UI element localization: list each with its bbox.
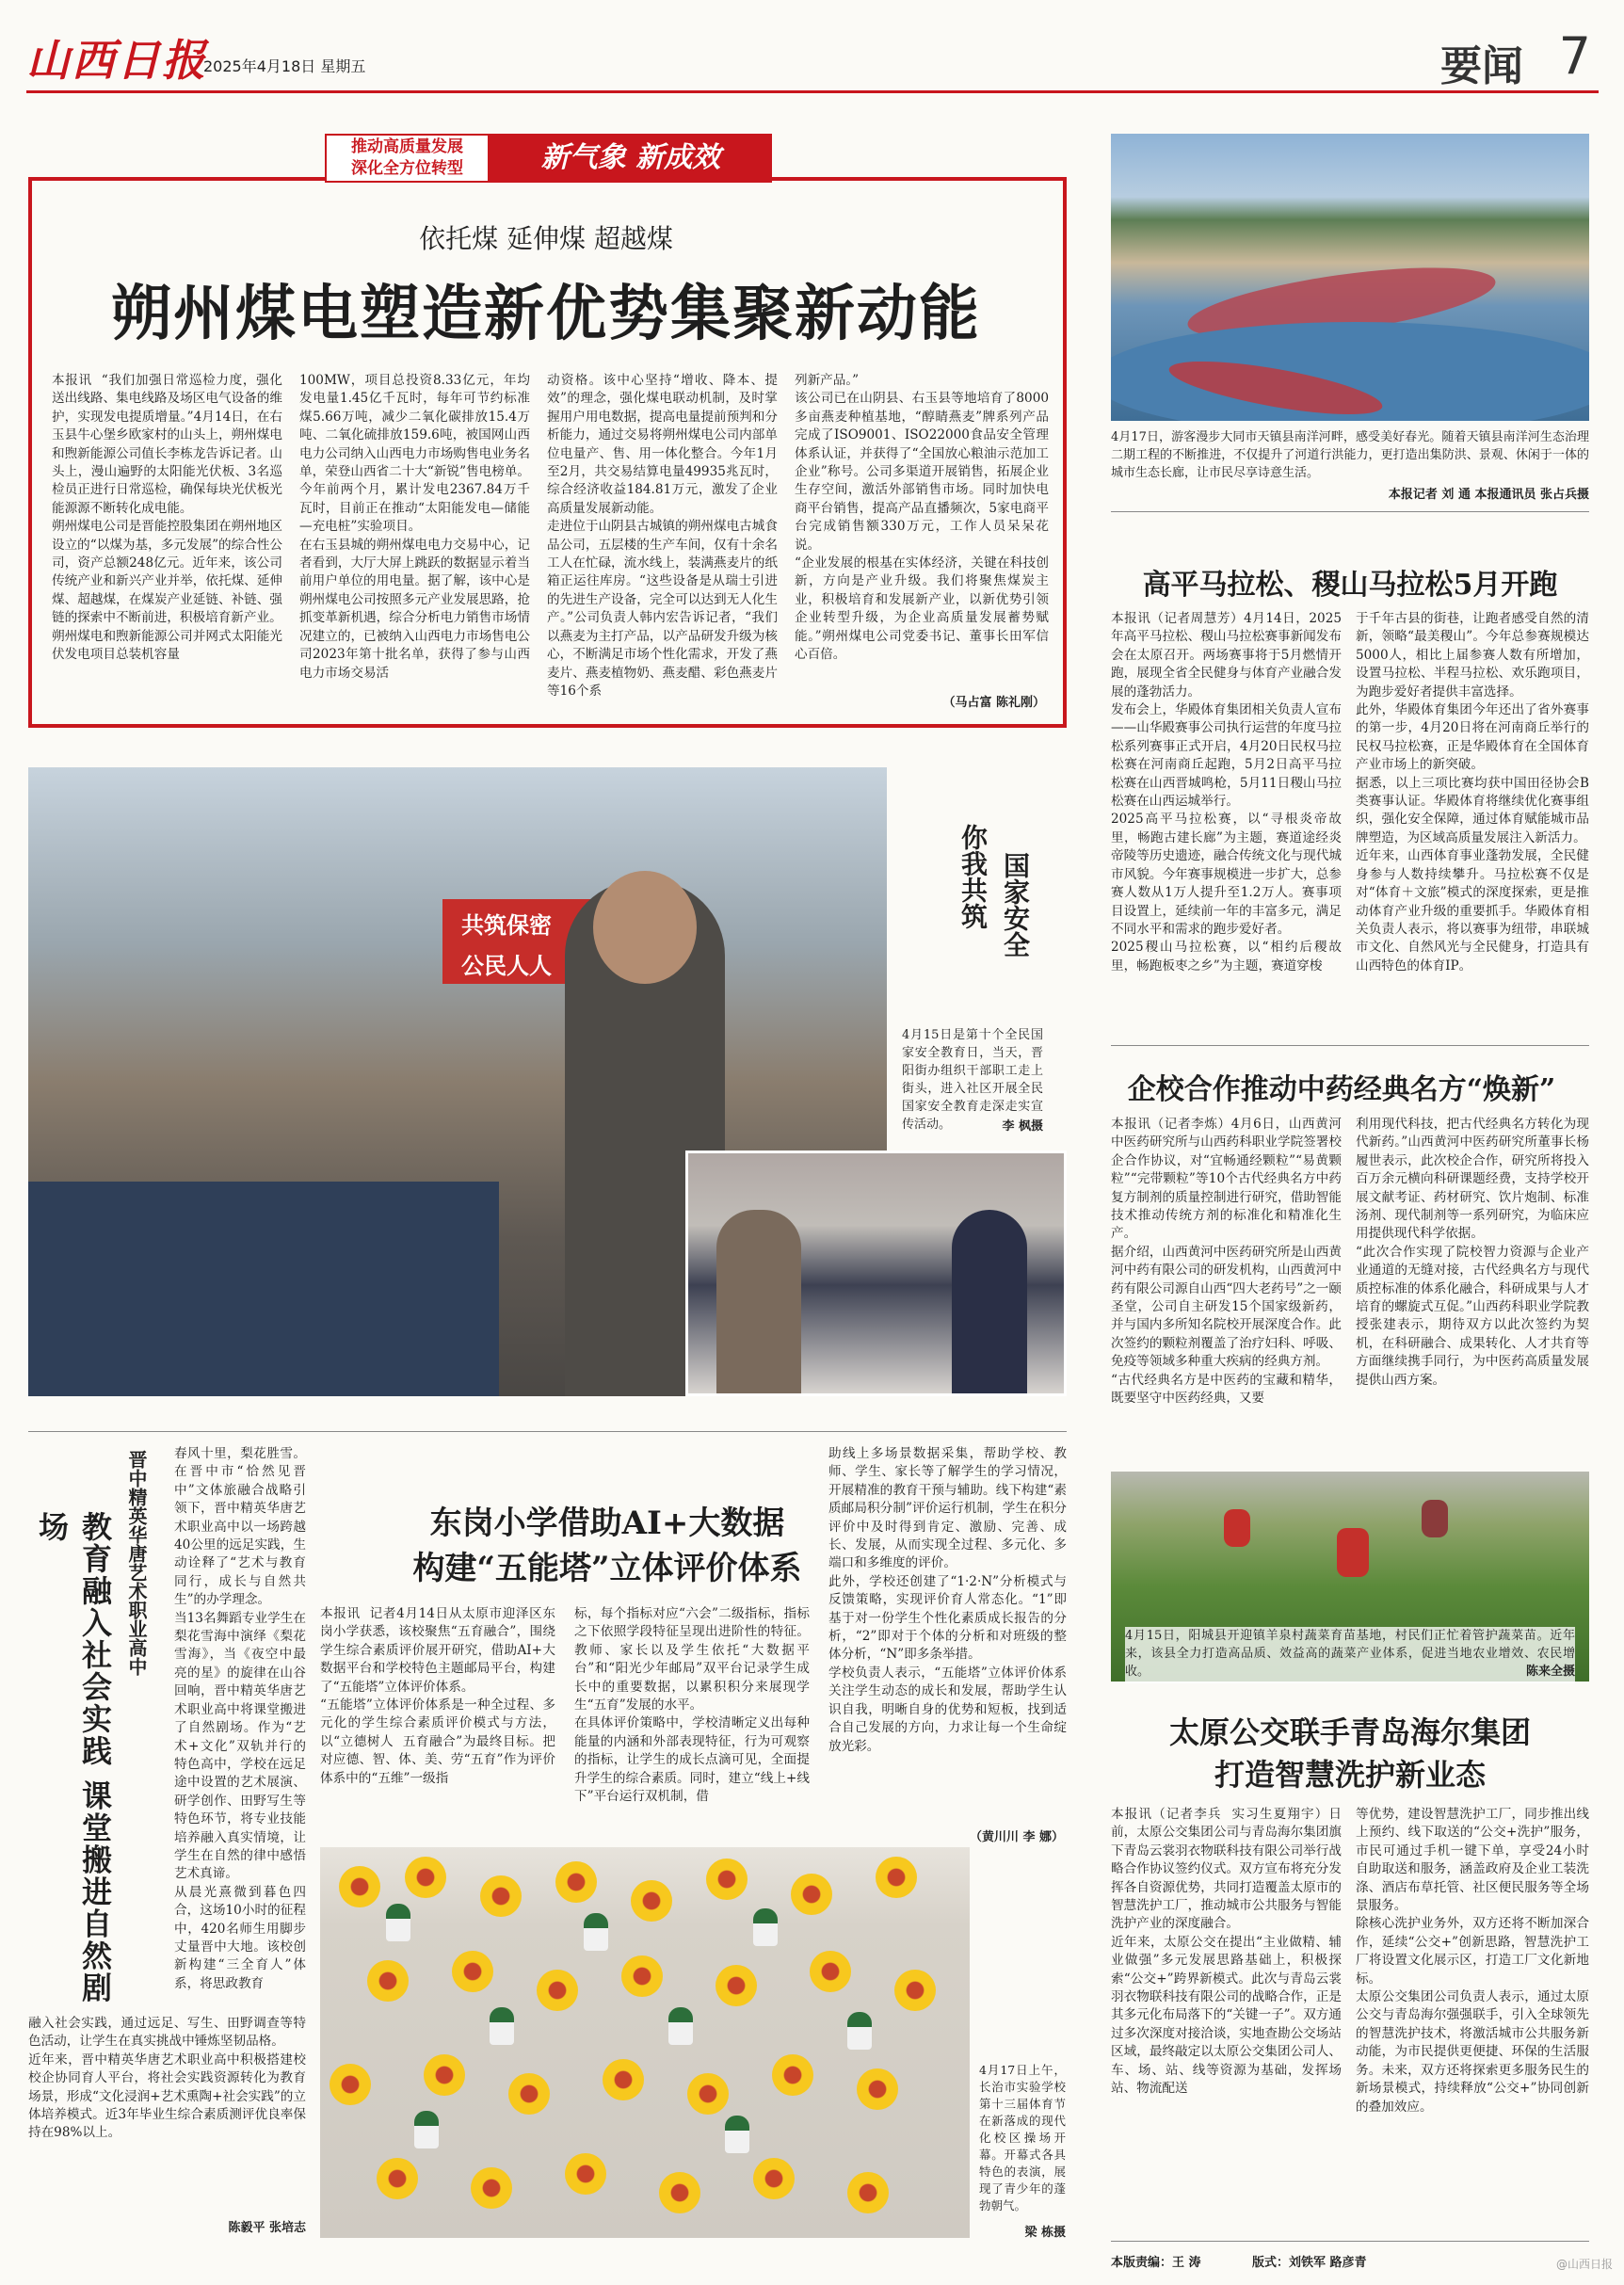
farmer xyxy=(1337,1528,1369,1577)
farm-photo-credit: 陈来全摄 xyxy=(1525,1665,1575,1679)
marathon-col-2 xyxy=(1356,610,1589,1081)
bus-col-1-text: 本报讯（记者李兵 实习生夏翔宇）日前，太原公交集团公司与青岛海尔集团旗下青岛云裳羽衣物联科技有限公司举行战略合作协议签约仪式。双方宣布将充分发挥各自资源优势，共同打造覆盖太原市的智慧洗护工厂，推动城市公共服务与智能洗护产业的深度融合。 近年来，太原公交在提出“主业做精、辅业做强”多元发展思路基础上，积极探索“公交+”跨界新模式。此次与青岛云裳羽衣物联科技有限公司的战略合作，正是其多元化布局落下的“关键一子”。双方通过多次深度对接洽谈，实地查勘公交场站区域，最终敲定以太原公交集团公司人、车、场、站、线等资源为基础，发挥场站、物流配送 xyxy=(1111,1807,1342,2097)
main-headline: 朔州煤电塑造新优势集聚新动能 xyxy=(111,279,981,349)
person xyxy=(952,1210,1027,1396)
school-col-2-text: 标，每个指标对应“六会”二级指标，指标之下依照学段特征呈现出进阶性的特征。教师、家长以及学生依托“大数据平台”和“阳光少年邮局”双平台记录学生成长中的重要数据，以累积积分来展现学生“五育”发展的水平。 在具体评价策略中，学校清晰定义出每种能量的内涵和外部表现特征，行为可观察的指标，让学生的成长点滴可见，全面提升学生的综合素质。同时，建立“线上+线下”平台运行双机制，借 xyxy=(574,1606,810,1805)
farm-photo-caption xyxy=(1125,1627,1575,1683)
sunflower xyxy=(603,2059,644,2100)
school-col-3 xyxy=(828,1445,1067,1831)
school-headline-1: 东岗小学借助AI+大数据 xyxy=(429,1505,785,1542)
sunflower xyxy=(555,1861,597,1903)
main-col-3-text: 动资格。该中心坚持“增收、降本、提效”的理念，强化煤电联动机制，及时掌握用户用电数据，提高电量提前预判和分析能力，通过交易将朔州煤电公司内部单位电量产、售、用一体化整合。今年1月至2月，共交易结算电量49935兆瓦时，综合经济收益184.81万元，激发了企业高质量发展新动能。 走进位于山阴县古城镇的朔州煤电古城食品公司，五层楼的生产车间，仅有十余名工人在忙碌，流水线上，装满燕麦片的纸箱正运往库房。“这些设备是从瑞士引进的先进生产设备，完全可以达到无人化生产。”公司负责人韩内宏告诉记者，“我们以燕麦为主打产品，以产品研发升级为核心，不断满足市场个性化需求，开发了燕麦片、燕麦植物奶、燕麦醋、彩色燕麦片等16个系 xyxy=(547,373,778,699)
school-byline: （黄川川 李 娜） xyxy=(969,1830,1064,1844)
river-photo-credit: 本报记者 刘 通 本报通讯员 张占兵摄 xyxy=(1388,488,1589,502)
security-credit: 李 枫摄 xyxy=(1002,1119,1043,1134)
farmer xyxy=(1224,1509,1250,1547)
arts-vtitle-2: 教育融入社会实践 课堂搬进自然剧场 xyxy=(34,1511,113,2004)
marathon-headline: 高平马拉松、稷山马拉松5月开跑 xyxy=(1142,569,1558,602)
sunflower xyxy=(565,2153,606,2195)
sunflower xyxy=(772,2054,813,2096)
main-col-4 xyxy=(795,372,1049,687)
main-col-1 xyxy=(52,372,282,711)
security-banner-text-2: 公民人人 xyxy=(461,952,552,979)
sunflower xyxy=(894,1970,936,2011)
bus-col-1 xyxy=(1111,1806,1342,2220)
bus-headline-2: 打造智慧洗护新业态 xyxy=(1214,1757,1486,1793)
tcm-col-1 xyxy=(1111,1116,1342,1464)
student xyxy=(414,2111,439,2148)
footer-editor: 本版责编：王 涛 xyxy=(1111,2256,1201,2270)
security-photo-inset xyxy=(685,1151,1067,1396)
footer-watermark: @山西日报 xyxy=(1555,2258,1613,2271)
school-col-1 xyxy=(320,1605,555,1836)
sunflower xyxy=(480,1875,522,1917)
arts-col-1-text: 春风十里，梨花胜雪。在晋中市“恰然见晋中”文体旅融合战略引领下，晋中精英华唐艺术职业高中以一场跨越40公里的远足实践，生动诠释了“艺术与教育同行，成长与自然共生”的办学理念。 当13名舞蹈专业学生在梨花雪海中演绎《梨花雪海》，当《夜空中最亮的星》的旋律在山谷回响，晋中精英华唐艺术职业高中将课堂搬进了自然剧场。作为“艺术+文化”双轨并行的特色高中，学校在远足途中设置的艺术展演、研学创作、田野写生等特色环节，将专业技能培养融入真实情境，让学生在自然的律中感悟艺术真谛。 从晨光熹微到暮色四合，这场10小时的征程中，420名师生用脚步丈量晋中大地。该校创新构建“三全育人”体系，将思政教育 xyxy=(174,1446,306,1991)
sunflower-photo xyxy=(320,1847,970,2238)
series-banner xyxy=(325,134,777,183)
main-col-2 xyxy=(299,372,530,711)
marathon-col-1 xyxy=(1111,610,1342,1081)
student xyxy=(386,1904,410,1941)
student xyxy=(668,2007,693,2045)
sunflower xyxy=(753,2158,795,2199)
arts-vertical-title xyxy=(34,1450,151,2024)
masthead xyxy=(26,26,1599,92)
rule xyxy=(1111,1045,1589,1046)
river-park-photo xyxy=(1111,134,1589,421)
security-vtitle-1: 国家安全 xyxy=(1000,852,1031,957)
sunflower xyxy=(339,1866,380,1907)
sunflower xyxy=(405,1857,446,1898)
student xyxy=(847,2012,872,2050)
bus-col-2 xyxy=(1356,1806,1589,2220)
sunflower xyxy=(857,2068,898,2110)
school-col-2 xyxy=(574,1605,810,1836)
main-col-4-text: 列新产品。” 该公司已在山阴县、右玉县等地培育了8000多亩燕麦种植基地，“醇睛燕麦”牌系列产品完成了ISO9001、ISO22000食品安全管理体系认证，并获得了“全国放心粮油示范加工企业”称号。公司多渠道开展销售，拓展企业生存空间，激活外部销售市场。同时加快电商平台销售，提高产品直播频次，5家电商平台完成销售额330万元，工作人员呆呆花说。 “企业发展的根基在实体经济，关键在科技创新，方向是产业升级。我们将聚焦煤炭主业，积极培育和发展新产业，以新优势引领企业转型升级，为企业高质量发展蓄势赋能。”朔州煤电公司党委书记、董事长田军信心百倍。 xyxy=(795,373,1049,663)
person-head xyxy=(593,871,697,984)
rule xyxy=(1111,511,1589,512)
banner-top-text: 推动高质量发展 xyxy=(351,137,463,156)
sunflower xyxy=(452,1951,493,1992)
security-caption: 4月15日是第十个全民国家安全教育日，当天，晋阳街办组织干部职工走上街头，进入社区开展全民国家安全教育走深走实宣传活动。 xyxy=(902,1028,1043,1132)
marathon-col-1-text: 本报讯（记者周慧芳）4月14日，2025年高平马拉松、稷山马拉松赛事新闻发布会在太原召开。两场赛事将于5月燃情开跑，展现全省全民健身与体育产业融合发展的蓬勃活力。 发布会上，华殿体育集团相关负责人宣布——山华殿赛事公司执行运营的年度马拉松系列赛事正式开启，4月20日民权马拉松赛在河南商丘起跑，5月2日高平马拉松赛在山西晋城鸣枪，5月11日稷山马拉松赛在山西运城举行。 2025高平马拉松赛，以“寻根炎帝故里，畅跑古建长廊”为主题，赛道途经炎帝陵等历史遗迹，融合传统文化与现代城市风貌。今年赛事规模进一步扩大，总参赛人数从1万人提升至1.2万人。赛事项目设置上，延续前一年的丰富多元，满足不同水平和需求的跑步爱好者。 2025稷山马拉松赛，以“相约后稷故里，畅跑板枣之乡”为主题，赛道穿梭 xyxy=(1111,611,1342,974)
student xyxy=(584,1913,608,1951)
tcm-col-1-text: 本报讯（记者李炼）4月6日，山西黄河中医药研究所与山西药科职业学院签署校企合作协议，对“宜畅通经颗粒”“易黄颗粒”“完带颗粒”等10个古代经典名方中药复方制剂的质量控制进行研究，借助智能技术推动传统方剂的标准化和精准化生产。 据介绍，山西黄河中医药研究所是山西黄河中药有限公司的研发机构，山西黄河中药有限公司源自山西“四大老药号”之一颐圣堂，公司自主研发15个国家级新药，并与国内多所知名院校开展深度合作。此次签约的颗粒剂覆盖了治疗妇科、呼吸、免疫等领域多种重大疾病的经典方剂。 “古代经典名方是中医药的宝藏和精华，既要坚守中医药经典，又要 xyxy=(1111,1117,1342,1407)
sunflower xyxy=(377,2158,418,2199)
arts-col-2-text: 融入社会实践，通过远足、写生、田野调查等特色活动，让学生在真实挑战中锤炼坚韧品格。 近年来，晋中精英华唐艺术职业高中积极搭建校校企协同育人平台，将社会实践资源转化为教育场景，形成“文化浸润+艺术熏陶+社会实践”的立体培养模式。近3年毕业生综合素质测评优良率保持在98%以上。 xyxy=(28,2016,306,2141)
river-photo-caption: 4月17日，游客漫步大同市天镇县南洋河畔，感受美好春光。随着天镇县南洋河生态治理二期工程的不断推进，不仅提升了河道行洪能力，更打造出集防洪、景观、休闲于一体的城市生态长廊，让市民尽享诗意生活。 xyxy=(1111,430,1589,480)
sunflower-caption: 4月17日上午，长治市实验学校第十三届体育节在新落成的现代化校区操场开幕。开幕式各具特色的表演，展现了青少年的蓬勃朝气。 xyxy=(979,2063,1066,2213)
sunflower xyxy=(706,1859,748,1900)
sunflower xyxy=(537,1970,578,2011)
sunflower xyxy=(424,2054,465,2096)
masthead-date: 2025年4月18日 星期五 xyxy=(203,57,366,75)
sunflower xyxy=(810,1951,851,1992)
student xyxy=(725,2116,749,2153)
arts-col-2 xyxy=(28,2015,306,2222)
arts-col-1 xyxy=(174,1445,306,2010)
series-banner-label xyxy=(325,134,490,183)
security-vertical-title xyxy=(902,824,1034,984)
table xyxy=(28,1182,499,1396)
sunflower xyxy=(508,2073,550,2115)
security-banner-text-1: 共筑保密 xyxy=(461,911,552,939)
masthead-rule xyxy=(26,90,1599,93)
sunflower-credit: 梁 栋摄 xyxy=(1024,2226,1066,2240)
tcm-col-2-text: 利用现代科技，把古代经典名方转化为现代新药。”山西黄河中医药研究所董事长杨履世表示，此次校企合作，研究所将投入百万余元横向科研课题经费，支持学校开展文献考证、药材研究、饮片炮制、标准汤剂、现代制剂等一系列研究，为临床应用提供现代科学依据。 “此次合作实现了院校智力资源与企业产业通道的无缝对接，古代经典名方与现代质控标准的体系化融合，科研成果与人才培育的螺旋式互促。”山西药科职业学院教授张建表示，期待双方以此次签约为契机，在科研融合、成果转化、人才共育等方面继续携手同行，为中医药高质量发展提供山西方案。 xyxy=(1356,1117,1589,1388)
person xyxy=(716,1210,801,1396)
main-kicker: 依托煤 延伸煤 超越煤 xyxy=(419,223,673,254)
main-col-2-text: 100MW，项目总投资8.33亿元，年均发电量1.45亿千瓦时，每年可节约标准煤5.66万吨，减少二氧化碳排放15.4万吨、二氧化硫排放159.6吨，被国网山西电力公司纳入山西电力市场购售电业务名单，荣登山西省二十大“新锐”售电榜单。今年前两个月，累计发电2367.84万千瓦时，目前正在推动“太阳能发电—储能—充电桩”实验项目。 在右玉县城的朔州煤电电力交易中心，记者看到，大厅大屏上跳跃的数据显示着当前用户单位的用电量。据了解，该中心是朔州煤电公司按照多元产业发展思路，抢抓变革新机遇，综合分析电力销售市场情况建立的，已被纳入山西电力市场售电公司2023年第十批名单，获得了参与山西电力市场交易活 xyxy=(299,373,530,681)
bus-headline-1: 太原公交联手青岛海尔集团 xyxy=(1168,1714,1531,1750)
school-col-1-text: 本报讯 记者4月14日从太原市迎泽区东岗小学获悉，该校聚焦“五育融合”，围绕学生综合素质评价展开研究，借助AI+大数据平台和学校特色主题邮局平台，构建了“五能塔”立体评价体系。 “五能塔”立体评价体系是一种全过程、多元化的学生综合素质评价模式与方法，以“立德树人 五育融合”为最终目标。把对应德、智、体、美、劳“五育”作为评价体系中的“五维”一级指 xyxy=(320,1606,555,1786)
sunflower xyxy=(791,1874,832,1915)
banner-bottom-text: 深化全方位转型 xyxy=(351,159,463,178)
farmer xyxy=(1422,1500,1448,1537)
sunflower xyxy=(621,1955,663,1997)
page-number: 7 xyxy=(1558,26,1591,86)
sunflower xyxy=(876,1857,917,1898)
sunflower xyxy=(847,2172,889,2213)
banner-slogan: 新气象 新成效 xyxy=(490,134,772,183)
sunflower xyxy=(631,1880,672,1922)
sunflower xyxy=(687,2073,729,2115)
student xyxy=(753,1908,778,1946)
tcm-headline: 企校合作推动中药经典名方“焕新” xyxy=(1127,1073,1556,1106)
farm-caption-text: 4月15日，阳城县开迎镇羊泉村蔬菜育苗基地，村民们正忙着管护蔬菜苗。近年来，该县全力打造高品质、效益高的蔬菜产业体系，促进当地农业增效、农民增收。 xyxy=(1125,1629,1575,1679)
rule xyxy=(28,1431,1067,1432)
tcm-col-2 xyxy=(1356,1116,1589,1464)
footer-design: 版式：刘铁军 路彦青 xyxy=(1252,2256,1367,2270)
footer-rule xyxy=(1111,2241,1589,2242)
sunflower xyxy=(471,2167,512,2209)
main-col-1-text: 本报讯 “我们加强日常巡检力度，强化送出线路、集电线路及场区电气设备的维护，实现发电提质增量。”4月14日，在右玉县牛心堡乡欧家村的山头上，朔州煤电和煦新能源公司值长李栋龙告诉记者。山头上，漫山遍野的太阳能光伏板、3名巡检员正进行日常巡检，确保每块光伏板光能源源不断转化成电能。 朔州煤电公司是晋能控股集团在朔州地区设立的“以煤为基，多元发展”的综合性公司，资产总额248亿元。近年来，该公司传统产业和新兴产业并举，依托煤、延伸煤、超越煤，在煤炭产业延链、补链、强链的探索中不断前进，积极培育新产业。 朔州煤电和煦新能源公司并网式太阳能光伏发电项目总装机容量 xyxy=(52,373,282,663)
arts-vtitle-1: 晋中精英华唐艺术职业高中 xyxy=(125,1450,148,1676)
bus-col-2-text: 等优势，建设智慧洗护工厂，同步推出线上预约、线下取送的“公交+洗护”服务，市民可通过手机一键下单，享受24小时自助取送和服务，涵盖政府及企业工装洗涤、酒店布草托管、社区便民服务等全场景服务。 除核心洗护业务外，双方还将不断加深合作，延续“公交+”创新思路，智慧洗护工厂将设置文化展示区，打造工厂文化新地标。 太原公交集团公司负责人表示，通过太原公交与青岛海尔强强联手，引入全球领先的智慧洗护技术，将激活城市公共服务新动能，为市民提供更便捷、环保的生活服务。未来，双方还将探索更多服务民生的新场景模式，持续释放“公交+”协同创新的叠加效应。 xyxy=(1356,1807,1589,2115)
security-vtitle-2: 你我共筑 xyxy=(957,824,989,929)
masthead-logo: 山西日报 xyxy=(26,35,207,86)
main-byline: （马占富 陈礼刚） xyxy=(942,696,1045,710)
arts-byline: 陈毅平 张培志 xyxy=(228,2221,306,2235)
sunflower xyxy=(367,1960,409,2002)
marathon-col-2-text: 于千年古县的街巷，让跑者感受自然的清新，领略“最美稷山”。今年总参赛规模达5000人，相比上届参赛人数有所增加，设置马拉松、半程马拉松、欢乐跑项目，为跑步爱好者提供丰富选择。 此外，华殿体育集团今年还出了省外赛事的第一步，4月20日将在河南商丘举行的民权马拉松赛，正是华殿体育在全国体育产业市场上的新突破。 据悉，以上三项比赛均获中国田径协会B类赛事认证。华殿体育将继续优化赛事组织，强化安全保障，通过体育赋能城市品牌塑造，为区域高质量发展注入新活力。 近年来，山西体育事业蓬勃发展，全民健身参与人数持续攀升。马拉松赛不仅是对“体育＋文旅”模式的深度探索，更是推动体育产业升级的重要抓手。华殿体育相关负责人表示，将以赛事为纽带，串联城市文化、自然风光与全民健身，打造具有山西特色的体育IP。 xyxy=(1356,611,1589,974)
main-col-3 xyxy=(547,372,778,711)
student xyxy=(490,2007,514,2045)
sunflower xyxy=(330,2064,371,2105)
school-headline-2: 构建“五能塔”立体评价体系 xyxy=(412,1550,802,1587)
school-col-3-text: 助线上多场景数据采集，帮助学校、教师、学生、家长等了解学生的学习情况，开展精准的教育干预与辅助。线下构建“素质邮局积分制”评价运行机制，学生在积分评价中及时得到肯定、激励、完善、成长、发展，从而实现全过程、多元化、多端口和多维度的评价。 此外，学校还创建了“1·2·N”分析模式与反馈策略，实现评价育人常态化。“1”即基于对一份学生个性化素质成长报告的分析，“2”即对于个体的分析和对班级的整体分析，“N”即多条举措。 学校负责人表示，“五能塔”立体评价体系关注学生动态的成长和发展，帮助学生认识自我，明晰自身的优势和短板，找到适合自己发展的方向，力求让每一个生命绽放光彩。 xyxy=(828,1446,1067,1754)
sunflower xyxy=(659,2172,700,2213)
section-name: 要闻 xyxy=(1440,42,1523,90)
sunflower xyxy=(716,1965,757,2006)
